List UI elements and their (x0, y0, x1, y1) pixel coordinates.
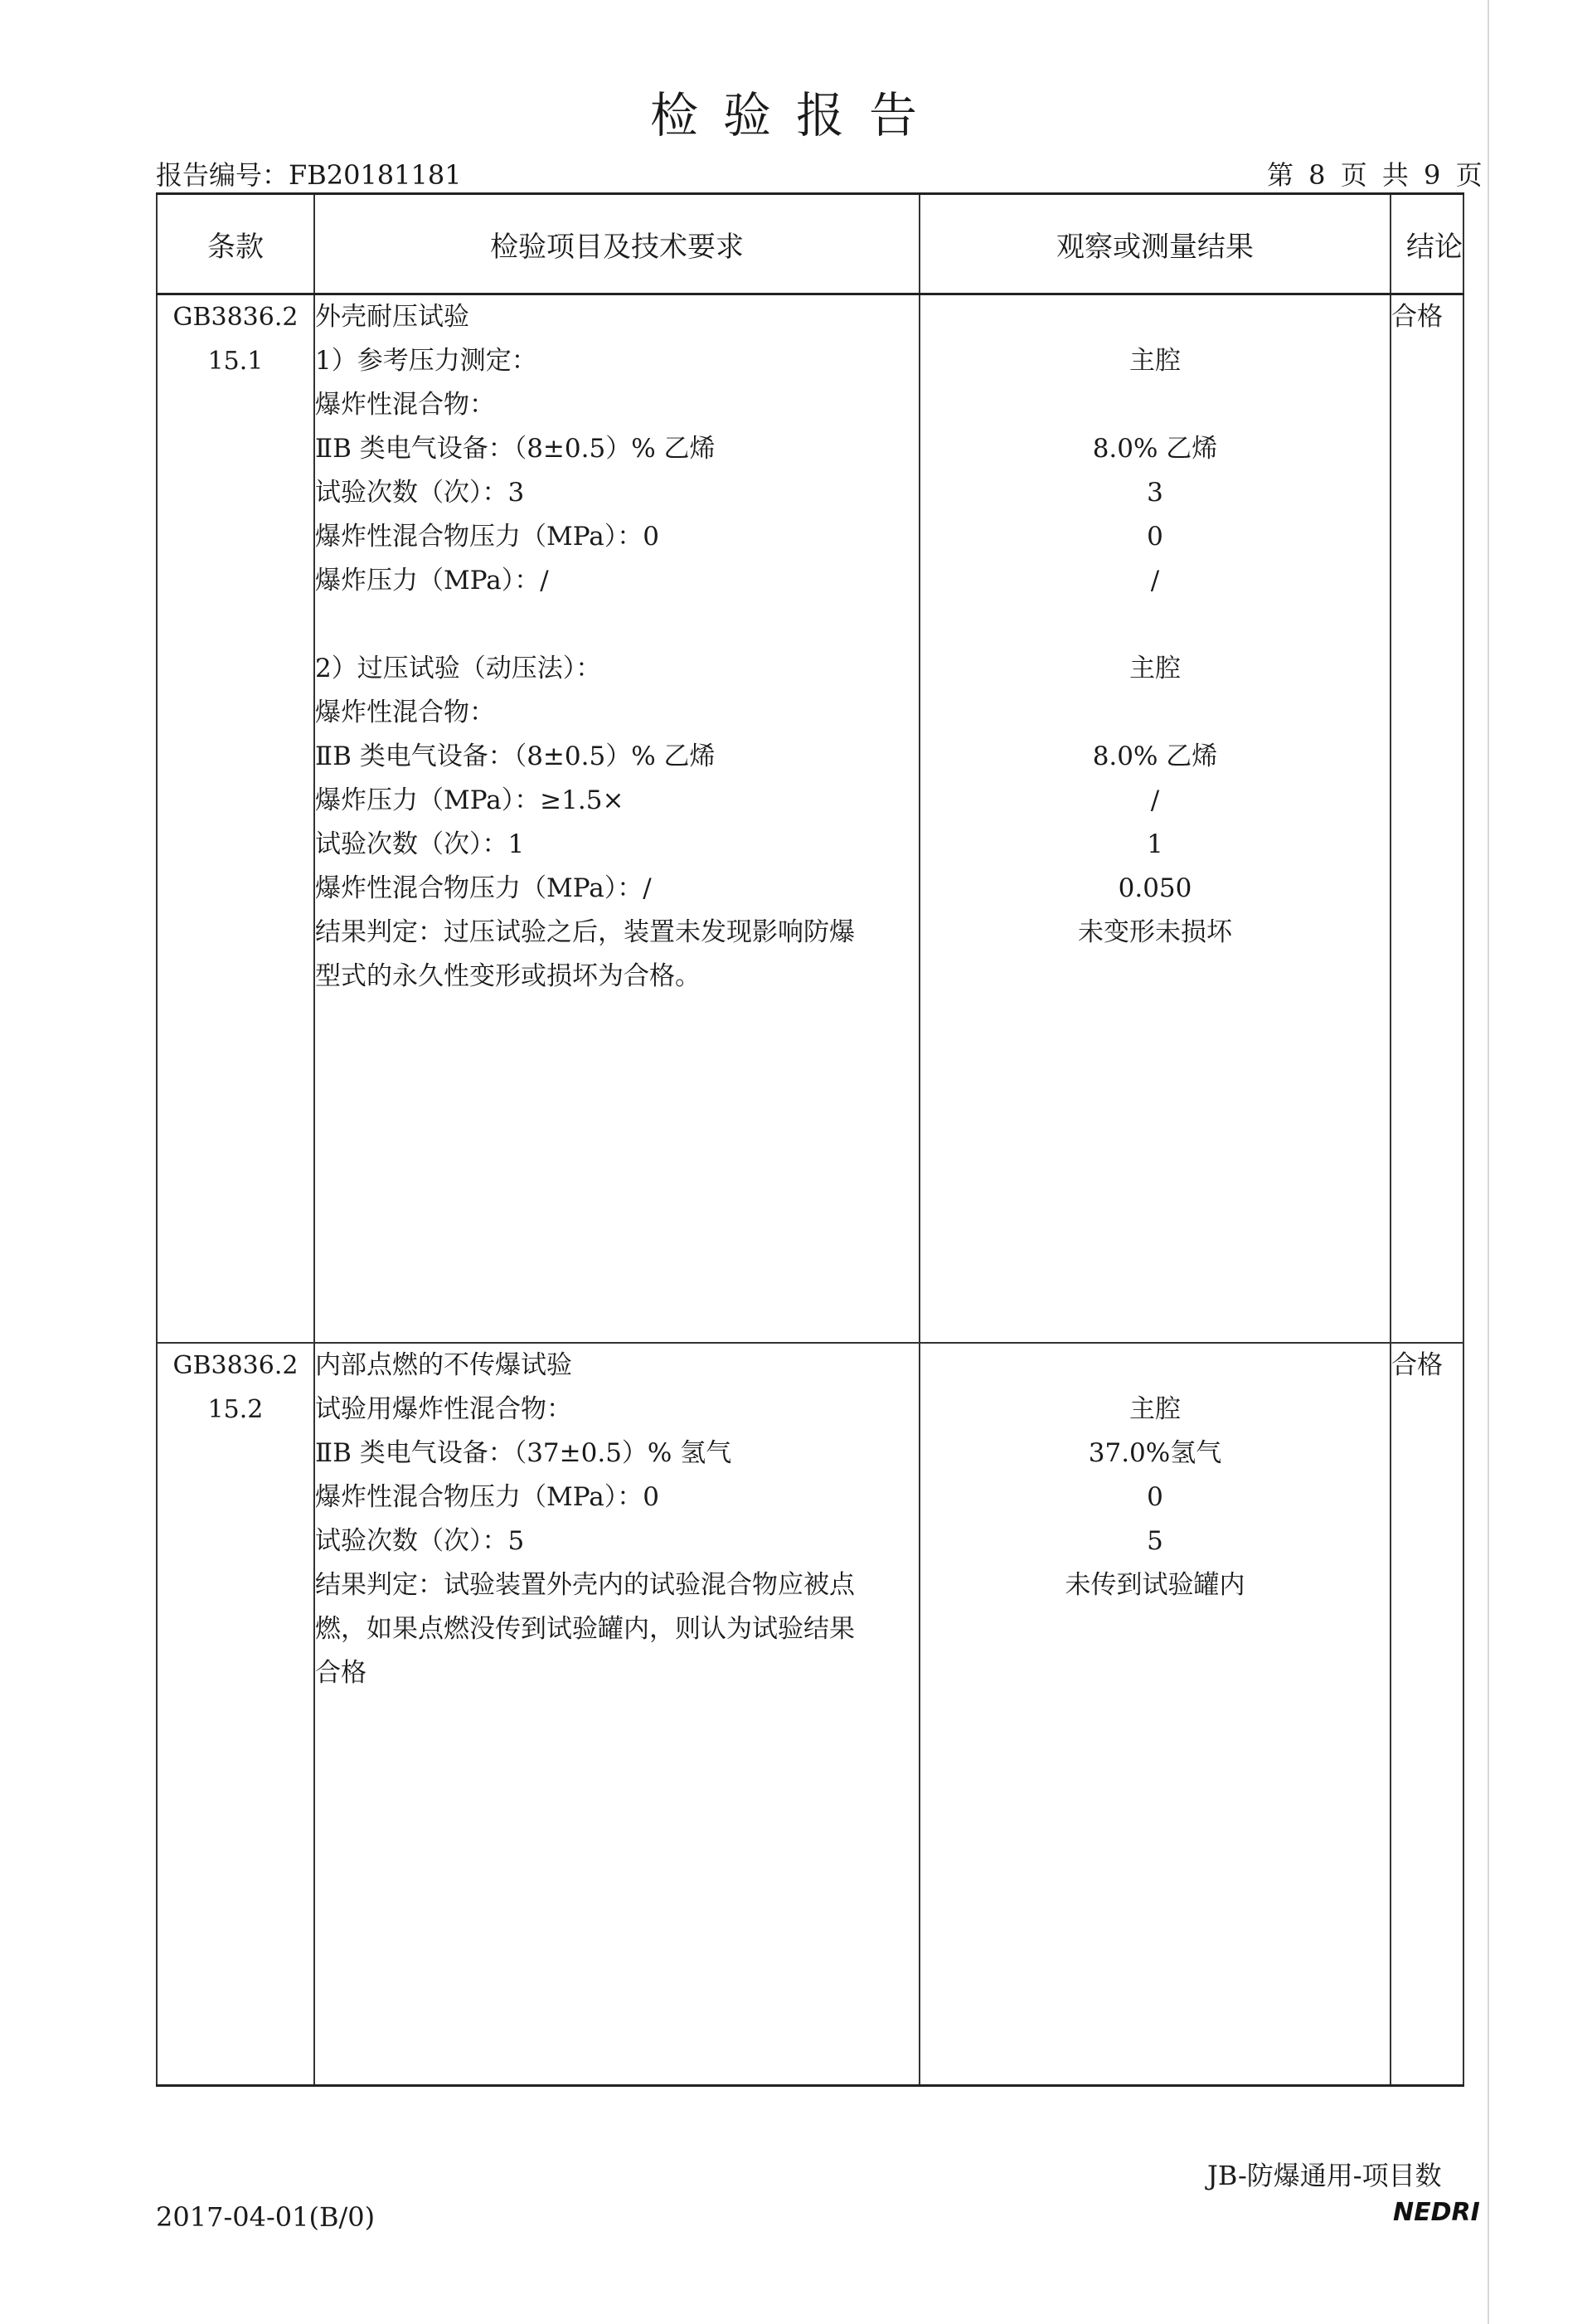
item-spacer (315, 603, 919, 647)
clause-section: 15.1 (207, 347, 264, 376)
result-line (920, 383, 1390, 427)
result-line: 0.050 (1118, 873, 1192, 903)
header-conclusion: 结论 (1391, 194, 1463, 294)
header-results: 观察或测量结果 (920, 194, 1391, 294)
results-cell (920, 1343, 1391, 2086)
result-line: 0 (1147, 1481, 1163, 1512)
conclusion-text: 合格 (1391, 302, 1443, 332)
clause-cell (157, 1343, 314, 2086)
item-line: ⅡB 类电气设备：（8±0.5）% 乙烯 (315, 434, 716, 464)
nedri-logo: NEDRI (1393, 2198, 1480, 2227)
result-line (920, 1344, 1390, 1388)
conclusion-cell (1391, 294, 1463, 1343)
clause-standard: GB3836.2 (172, 303, 298, 332)
result-line: 主腔 (1129, 1393, 1181, 1424)
conclusion-text: 合格 (1391, 1349, 1443, 1380)
header-clause: 条款 (157, 194, 314, 294)
result-line (920, 691, 1390, 735)
items-cell (314, 294, 920, 1343)
result-line: 3 (1147, 478, 1163, 508)
item-line: 爆炸性混合物压力（MPa）：0 (315, 522, 659, 552)
results-cell (920, 294, 1391, 1343)
scan-edge-line (1488, 0, 1489, 2324)
table-row (157, 1343, 1463, 2086)
item-line: 试验用爆炸性混合物： (315, 1393, 572, 1424)
item-line: 合格 (315, 1657, 366, 1688)
item-line: 型式的永久性变形或损坏为合格。 (315, 961, 701, 991)
clause-section: 15.2 (207, 1394, 264, 1424)
page-title: 检验报告 (649, 87, 942, 143)
result-line (920, 295, 1390, 339)
header-items: 检验项目及技术要求 (314, 194, 920, 294)
item-line: 试验次数（次）：3 (315, 478, 525, 508)
result-line: 1 (1147, 829, 1163, 859)
result-line: 5 (1147, 1525, 1163, 1556)
result-line: 未变形未损坏 (1078, 917, 1232, 947)
report-number: 报告编号：FB20181181 (156, 159, 462, 191)
result-line: 主腔 (1129, 654, 1181, 683)
item-line: ⅡB 类电气设备：（37±0.5）% 氢气 (315, 1437, 732, 1468)
result-line: 未传到试验罐内 (1065, 1569, 1245, 1600)
result-line: 8.0% 乙烯 (1092, 741, 1218, 771)
item-line: 爆炸压力（MPa）：/ (315, 566, 549, 596)
item-line: 外壳耐压试验 (315, 302, 469, 332)
item-line: 结果判定：试验装置外壳内的试验混合物应被点 (315, 1569, 855, 1600)
result-line: / (1150, 785, 1160, 815)
form-code: JB-防爆通用-项目数 (1207, 2160, 1442, 2191)
item-line: 试验次数（次）：1 (315, 829, 525, 859)
form-date: 2017-04-01(B/0) (156, 2201, 376, 2233)
item-line: 爆炸性混合物压力（MPa）：/ (315, 873, 652, 903)
result-line: 主腔 (1129, 346, 1181, 376)
item-line: 2）过压试验（动压法）： (315, 654, 602, 683)
page-number: 第 8 页 共 9 页 (1267, 159, 1486, 191)
result-line: / (1150, 566, 1160, 596)
result-line: 37.0%氢气 (1088, 1437, 1222, 1468)
item-line: 爆炸压力（MPa）：≥1.5× (315, 785, 624, 815)
item-line: 燃，如果点燃没传到试验罐内，则认为试验结果 (315, 1613, 855, 1644)
inspection-table (156, 192, 1464, 2087)
result-line: 8.0% 乙烯 (1092, 434, 1218, 464)
table-header-row (157, 194, 1463, 294)
item-line: 内部点燃的不传爆试验 (315, 1349, 572, 1380)
table-row (157, 294, 1463, 1343)
clause-cell (157, 294, 314, 1343)
item-line: 爆炸性混合物： (315, 698, 495, 727)
result-line (920, 603, 1390, 647)
clause-standard: GB3836.2 (172, 1350, 298, 1380)
items-cell (314, 1343, 920, 2086)
conclusion-cell (1391, 1343, 1463, 2086)
item-line: 爆炸性混合物： (315, 390, 495, 420)
result-line: 0 (1147, 522, 1163, 552)
item-line: ⅡB 类电气设备：（8±0.5）% 乙烯 (315, 741, 716, 771)
item-line: 爆炸性混合物压力（MPa）：0 (315, 1481, 659, 1512)
item-line: 1）参考压力测定： (315, 346, 537, 376)
item-line: 结果判定：过压试验之后，装置未发现影响防爆 (315, 917, 855, 947)
item-line: 试验次数（次）：5 (315, 1525, 525, 1556)
